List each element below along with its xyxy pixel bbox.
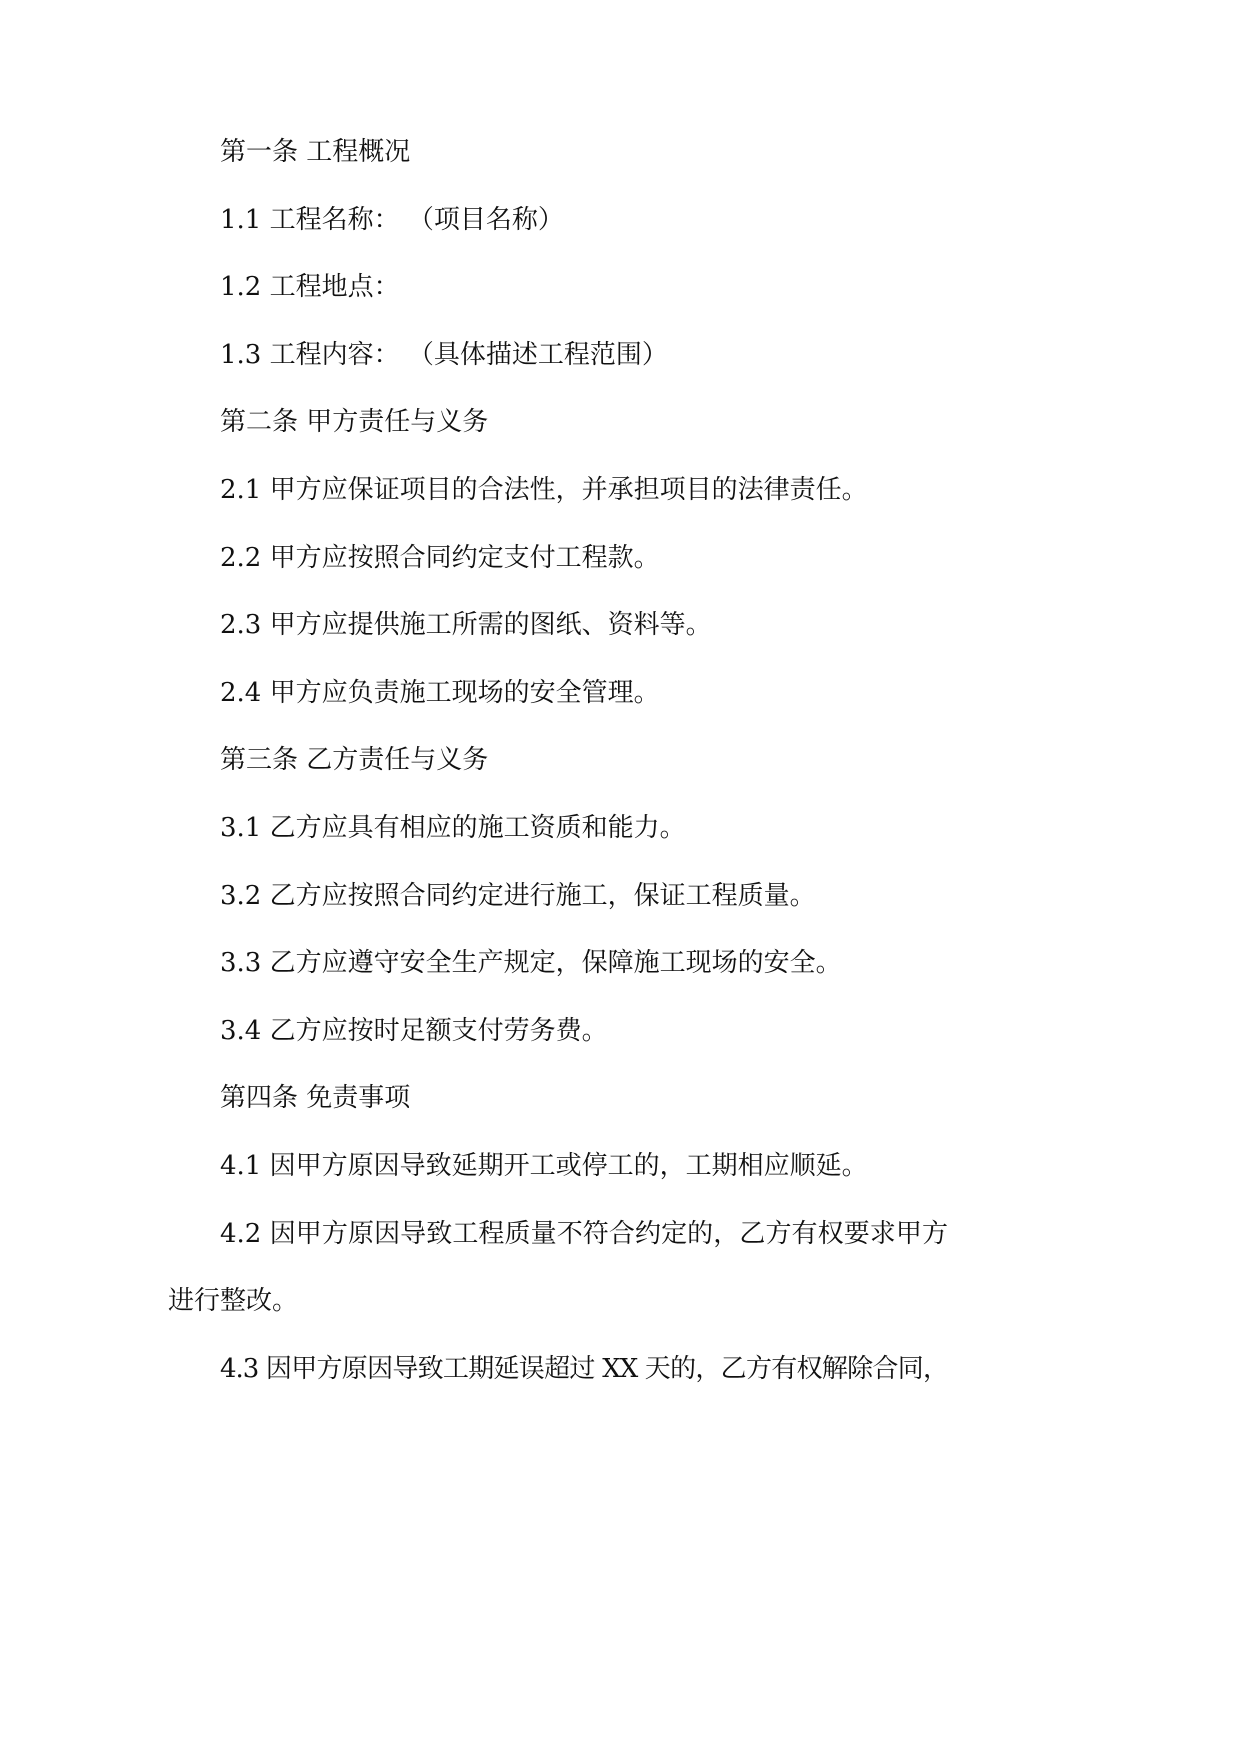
clause-line: 1.1 工程名称： （项目名称） xyxy=(220,204,564,235)
clause-line: 4.2 因甲方原因导致工程质量不符合约定的，乙方有权要求甲方 xyxy=(220,1218,948,1249)
section-heading: 第四条 免责事项 xyxy=(220,1083,411,1114)
clause-line: 2.3 甲方应提供施工所需的图纸、资料等。 xyxy=(220,610,712,641)
clause-line: 3.1 乙方应具有相应的施工资质和能力。 xyxy=(220,812,686,843)
section-heading: 第一条 工程概况 xyxy=(220,137,411,167)
clause-line: 1.2 工程地点： xyxy=(220,272,400,303)
clause-line: 4.1 因甲方原因导致延期开工或停工的，工期相应顺延。 xyxy=(220,1150,868,1181)
clause-line: 4.3 因甲方原因导致工期延误超过 XX 天的，乙方有权解除合同， xyxy=(220,1353,948,1384)
clause-line: 3.3 乙方应遵守安全生产规定，保障施工现场的安全。 xyxy=(220,948,842,979)
clause-line: 2.2 甲方应按照合同约定支付工程款。 xyxy=(220,542,660,573)
document-body xyxy=(168,119,948,1403)
section-heading: 第二条 甲方责任与义务 xyxy=(220,407,489,438)
clause-line: 3.2 乙方应按照合同约定进行施工，保证工程质量。 xyxy=(220,880,816,911)
section-heading: 第三条 乙方责任与义务 xyxy=(220,745,489,776)
clause-line: 2.1 甲方应保证项目的合法性，并承担项目的法律责任。 xyxy=(220,474,868,505)
clause-line: 3.4 乙方应按时足额支付劳务费。 xyxy=(220,1015,608,1046)
clause-continuation-line: 进行整改。 xyxy=(168,1286,299,1317)
clause-line: 2.4 甲方应负责施工现场的安全管理。 xyxy=(220,677,660,708)
clause-line: 1.3 工程内容： （具体描述工程范围） xyxy=(220,339,668,370)
